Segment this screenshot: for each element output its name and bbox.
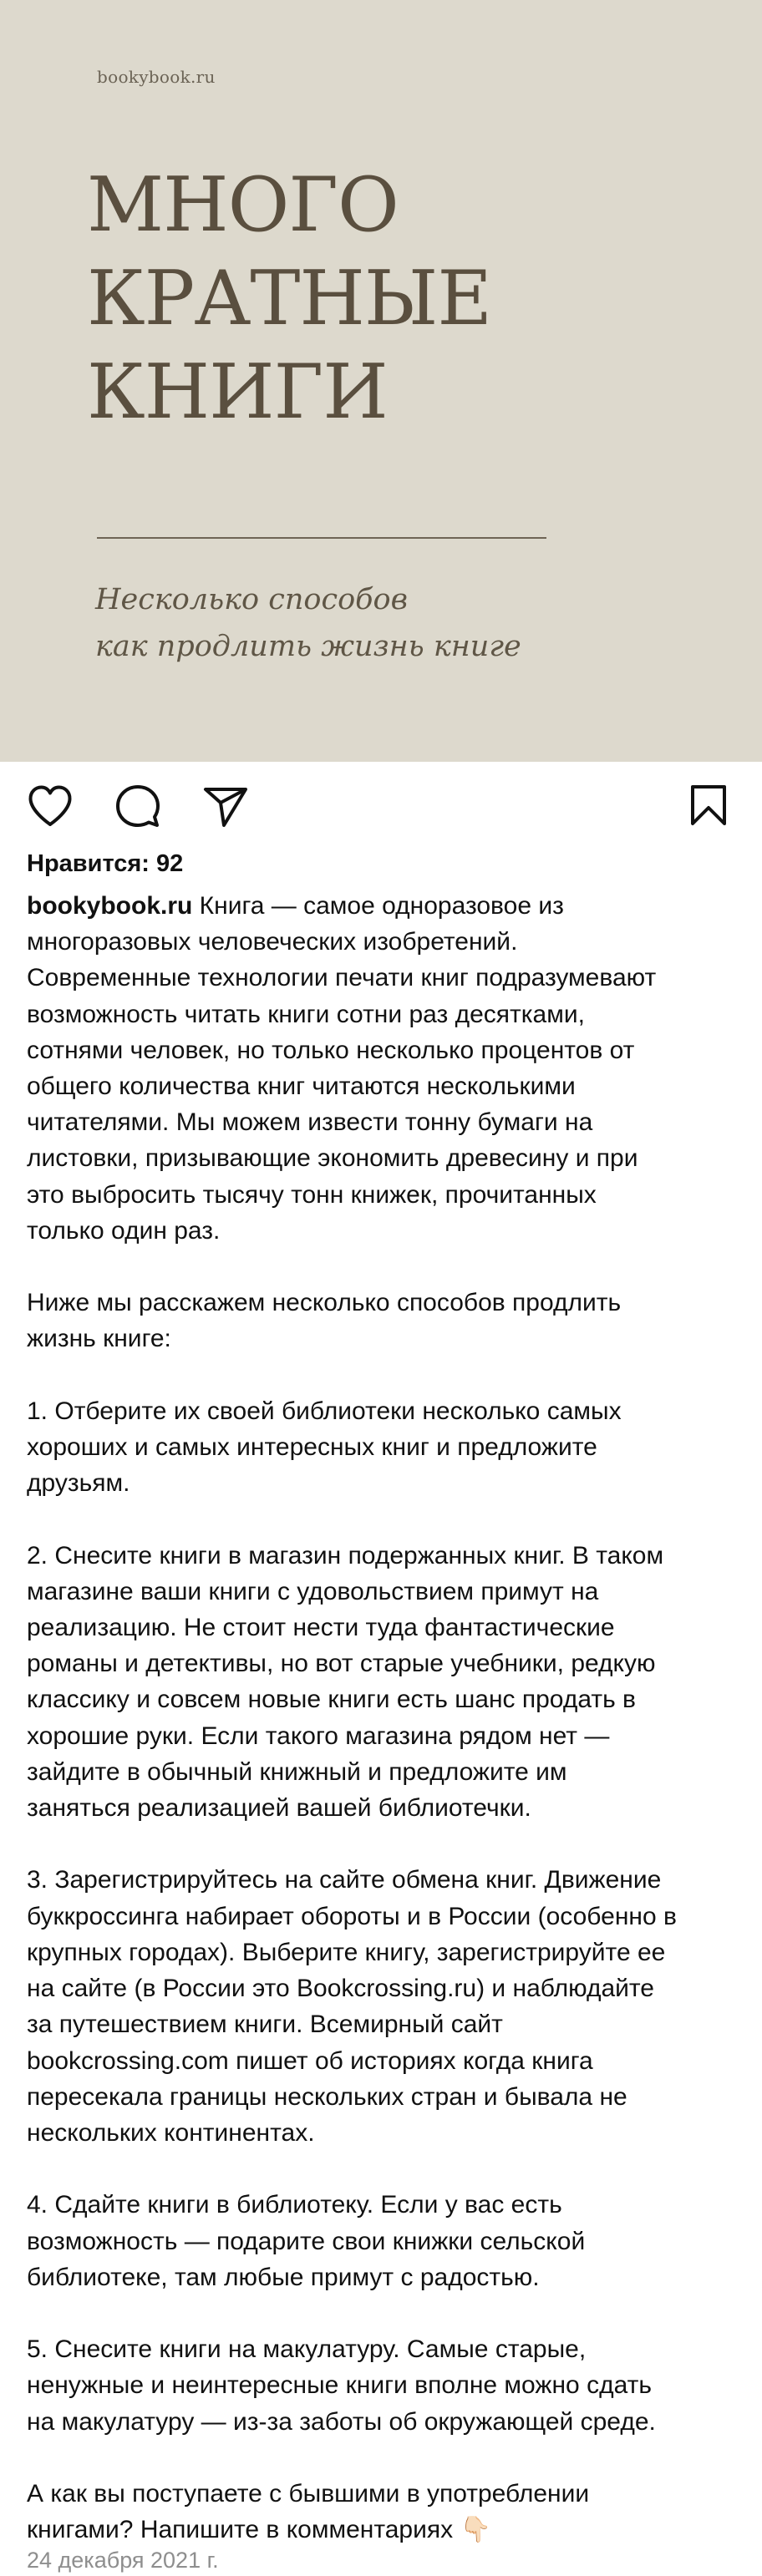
image-subtitle-line: Несколько способов <box>95 583 408 616</box>
caption-text: Книга — самое одноразовое из многоразовых человеческих изобретений. Современные технологии печати книг подразумевают возможность читать книги сотни раз десятками, сотнями человек, но только несколько процентов от общего количества книг читаются несколькими читателями. Мы можем извести тонну бумаги на листовки, призывающие экономить древесину и при это выбросить тысячу тонн книжек, прочитанных только один раз. Ниже мы расскажем несколько способов продлить жизнь книге: 1. Отберите их своей библиотеки несколько самых хороших и самых интересных книг и предложите друзьям. 2. Снесите книги в магазин подержанных книг. В таком магазине ваши книги с удовольствием примут на реализацию. Не стоит нести туда фантастические романы и детективы, но вот старые учебники, редкую классику и совсем новые книги есть шанс продать в хорошие руки. Если такого магазина рядом нет — зайдите в обычный книжный и предложите им заняться реализацией вашей библиотечки. 3. Зарегистрируйтесь на сайте обмена книг. Движение буккроссинга набирает обороты и в России (особенно в крупных городах). Выберите книгу, зарегистрируйте ее на сайте (в России это Bookcrossing.ru) и наблюдайте за путешествием книги. Всемирный сайт bookcrossing.com пишет об историях когда книга пересекала границы нескольких стран и бывала не нескольких континентах. 4. Сдайте книги в библиотеку. Если у вас есть возможность — подарите свои книжки сельской библиотеке, там любые примут с радостью. 5. Снесите книги на макулатуру. Самые старые, ненужные и неинтересные книги вполне можно сдать на макулатуру — из-за заботы об окружающей среде. А как вы поступаете с бывшими в употреблении книгами? Напишите в комментариях 👇🏻 <box>27 892 677 2544</box>
image-title <box>87 159 491 439</box>
image-title-line: МНОГО <box>87 161 399 249</box>
comment-icon[interactable] <box>115 783 160 829</box>
post-action-bar <box>0 762 762 854</box>
caption-username[interactable]: bookybook.ru <box>27 892 193 920</box>
post-image[interactable] <box>0 0 762 762</box>
image-title-line: КНИГИ <box>87 348 388 436</box>
heart-icon[interactable] <box>27 783 74 829</box>
image-subtitle-line: как продлить жизнь книге <box>95 630 521 663</box>
image-divider <box>97 537 546 539</box>
image-title-line: КРАТНЫЕ <box>87 255 492 342</box>
image-brand-text: bookybook.ru <box>97 67 216 87</box>
paper-plane-icon[interactable] <box>202 785 249 829</box>
bookmark-icon[interactable] <box>689 783 728 827</box>
likes-count[interactable]: Нравится: 92 <box>27 850 184 877</box>
image-subtitle <box>95 576 521 670</box>
post-caption <box>27 888 739 2548</box>
post-date: 24 декабря 2021 г. <box>27 2548 219 2573</box>
